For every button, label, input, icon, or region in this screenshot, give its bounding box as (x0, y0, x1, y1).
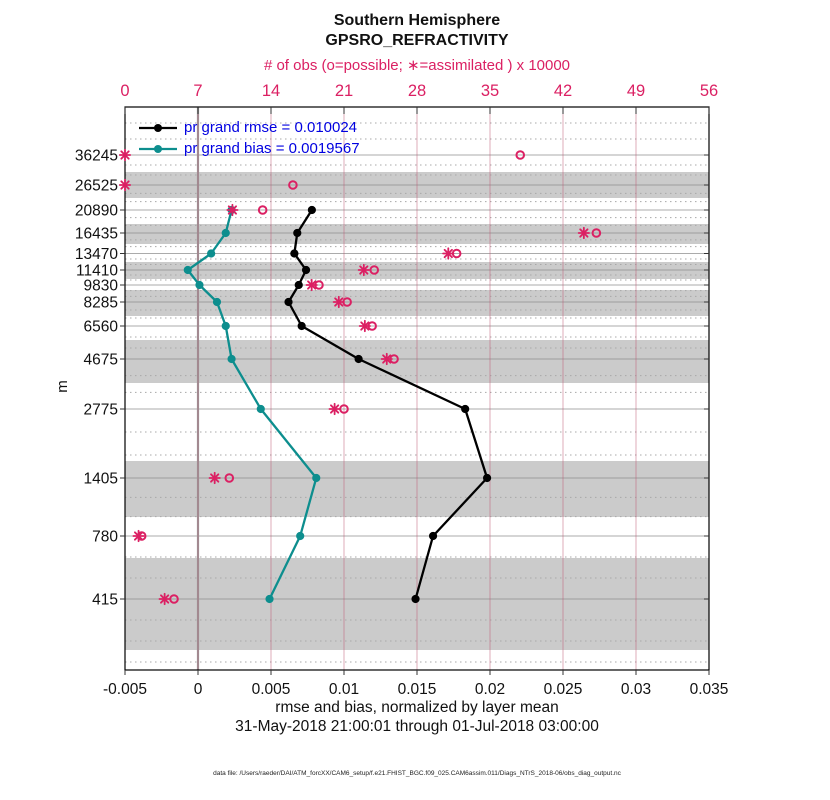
profile-point (265, 595, 273, 603)
assimilated-obs-asterisk (579, 228, 589, 238)
legend-line-sample (138, 143, 178, 155)
top-tick-label: 35 (480, 82, 500, 100)
profile-point (257, 405, 265, 413)
assimilated-obs-asterisk (227, 205, 237, 215)
assimilated-obs-asterisk (120, 150, 130, 160)
profile-point (302, 266, 310, 274)
bottom-tick-label: 0.035 (689, 681, 729, 698)
x-axis-label: rmse and bias, normalized by layer mean (275, 699, 559, 716)
level-tick-label: 2775 (83, 401, 118, 419)
legend-item (138, 138, 360, 159)
top-tick-label: 0 (120, 82, 130, 100)
profile-point (213, 298, 221, 306)
level-tick-label: 6560 (83, 318, 118, 336)
legend (138, 117, 360, 159)
profile-point (222, 322, 230, 330)
bottom-tick-label: 0.005 (251, 681, 291, 698)
level-tick-label: 16435 (74, 225, 118, 243)
profile-point (290, 249, 298, 257)
profile-point (411, 595, 419, 603)
bottom-tick-label: -0.005 (103, 681, 147, 698)
assimilated-obs-asterisk (382, 354, 392, 364)
data-file-footer: data file: /Users/raeder/DAI/ATM_forcXX/CAM6_setup/f.e21.FHIST_BGC.f09_025.CAM6assim.011/Diags_NTrS_2018-06/obs_diag_output.nc (213, 770, 621, 777)
assimilated-obs-asterisk (209, 473, 219, 483)
profile-point (461, 405, 469, 413)
y-axis-label: m (53, 380, 71, 393)
assimilated-obs-asterisk (159, 594, 169, 604)
profile-point (284, 298, 292, 306)
profile-point (227, 355, 235, 363)
level-tick-label: 4675 (83, 351, 118, 369)
legend-item (138, 117, 360, 138)
profile-point (207, 249, 215, 257)
profile-point (355, 355, 363, 363)
profile-point (184, 266, 192, 274)
assimilated-obs-asterisk (306, 280, 316, 290)
bottom-tick-label: 0.025 (543, 681, 583, 698)
legend-line-sample (138, 122, 178, 134)
profile-point (222, 229, 230, 237)
level-tick-label: 8285 (83, 294, 118, 312)
legend-label: pr grand bias = 0.0019567 (184, 140, 360, 157)
assimilated-obs-asterisk (120, 180, 130, 190)
assimilated-obs-asterisk (334, 297, 344, 307)
top-tick-label: 21 (334, 82, 354, 100)
bottom-tick-label: 0 (193, 681, 203, 698)
bottom-tick-label: 0.01 (328, 681, 360, 698)
date-range-subtitle: 31-May-2018 21:00:01 through 01-Jul-2018 03:00:00 (235, 718, 599, 735)
top-axis-tick-labels (120, 82, 718, 100)
top-tick-label: 28 (407, 82, 427, 100)
bottom-tick-label: 0.02 (474, 681, 506, 698)
bottom-tick-label: 0.03 (620, 681, 652, 698)
y-axis-tick-labels (75, 148, 118, 609)
profile-point (298, 322, 306, 330)
assimilated-obs-asterisk (329, 404, 339, 414)
bottom-tick-label: 0.015 (397, 681, 437, 698)
level-tick-label: 11410 (76, 262, 118, 280)
top-tick-label: 49 (626, 82, 646, 100)
profile-point (295, 281, 303, 289)
profile-point (293, 229, 301, 237)
chart-title-variable: GPSRO_REFRACTIVITY (325, 32, 509, 49)
profile-point (308, 206, 316, 214)
level-tick-label: 26525 (74, 177, 118, 195)
assimilated-obs-asterisk (359, 265, 369, 275)
level-tick-label: 13470 (74, 246, 118, 263)
level-tick-label: 780 (92, 528, 118, 546)
assimilated-obs-asterisk (443, 248, 453, 258)
top-tick-label: 56 (699, 82, 719, 100)
level-tick-label: 36245 (74, 147, 118, 165)
top-tick-label: 14 (261, 82, 281, 100)
level-tick-label: 1405 (83, 470, 118, 488)
chart-title-region: Southern Hemisphere (333, 12, 501, 29)
profile-point (429, 532, 437, 540)
profile-point (195, 281, 203, 289)
profile-point (483, 474, 491, 482)
legend-label: pr grand rmse = 0.010024 (184, 119, 358, 136)
level-tick-label: 415 (92, 591, 118, 609)
top-axis-title: # of obs (o=possible; ∗=assimilated ) x 10000 (263, 57, 571, 74)
profile-point (312, 474, 320, 482)
level-tick-label: 20890 (74, 202, 118, 220)
top-tick-label: 42 (553, 82, 573, 100)
top-tick-label: 7 (193, 82, 203, 100)
profile-point (296, 532, 304, 540)
assimilated-obs-asterisk (360, 321, 370, 331)
assimilated-obs-asterisk (133, 531, 143, 541)
bottom-axis-tick-labels (103, 681, 728, 698)
level-tick-label: 9830 (83, 277, 118, 295)
